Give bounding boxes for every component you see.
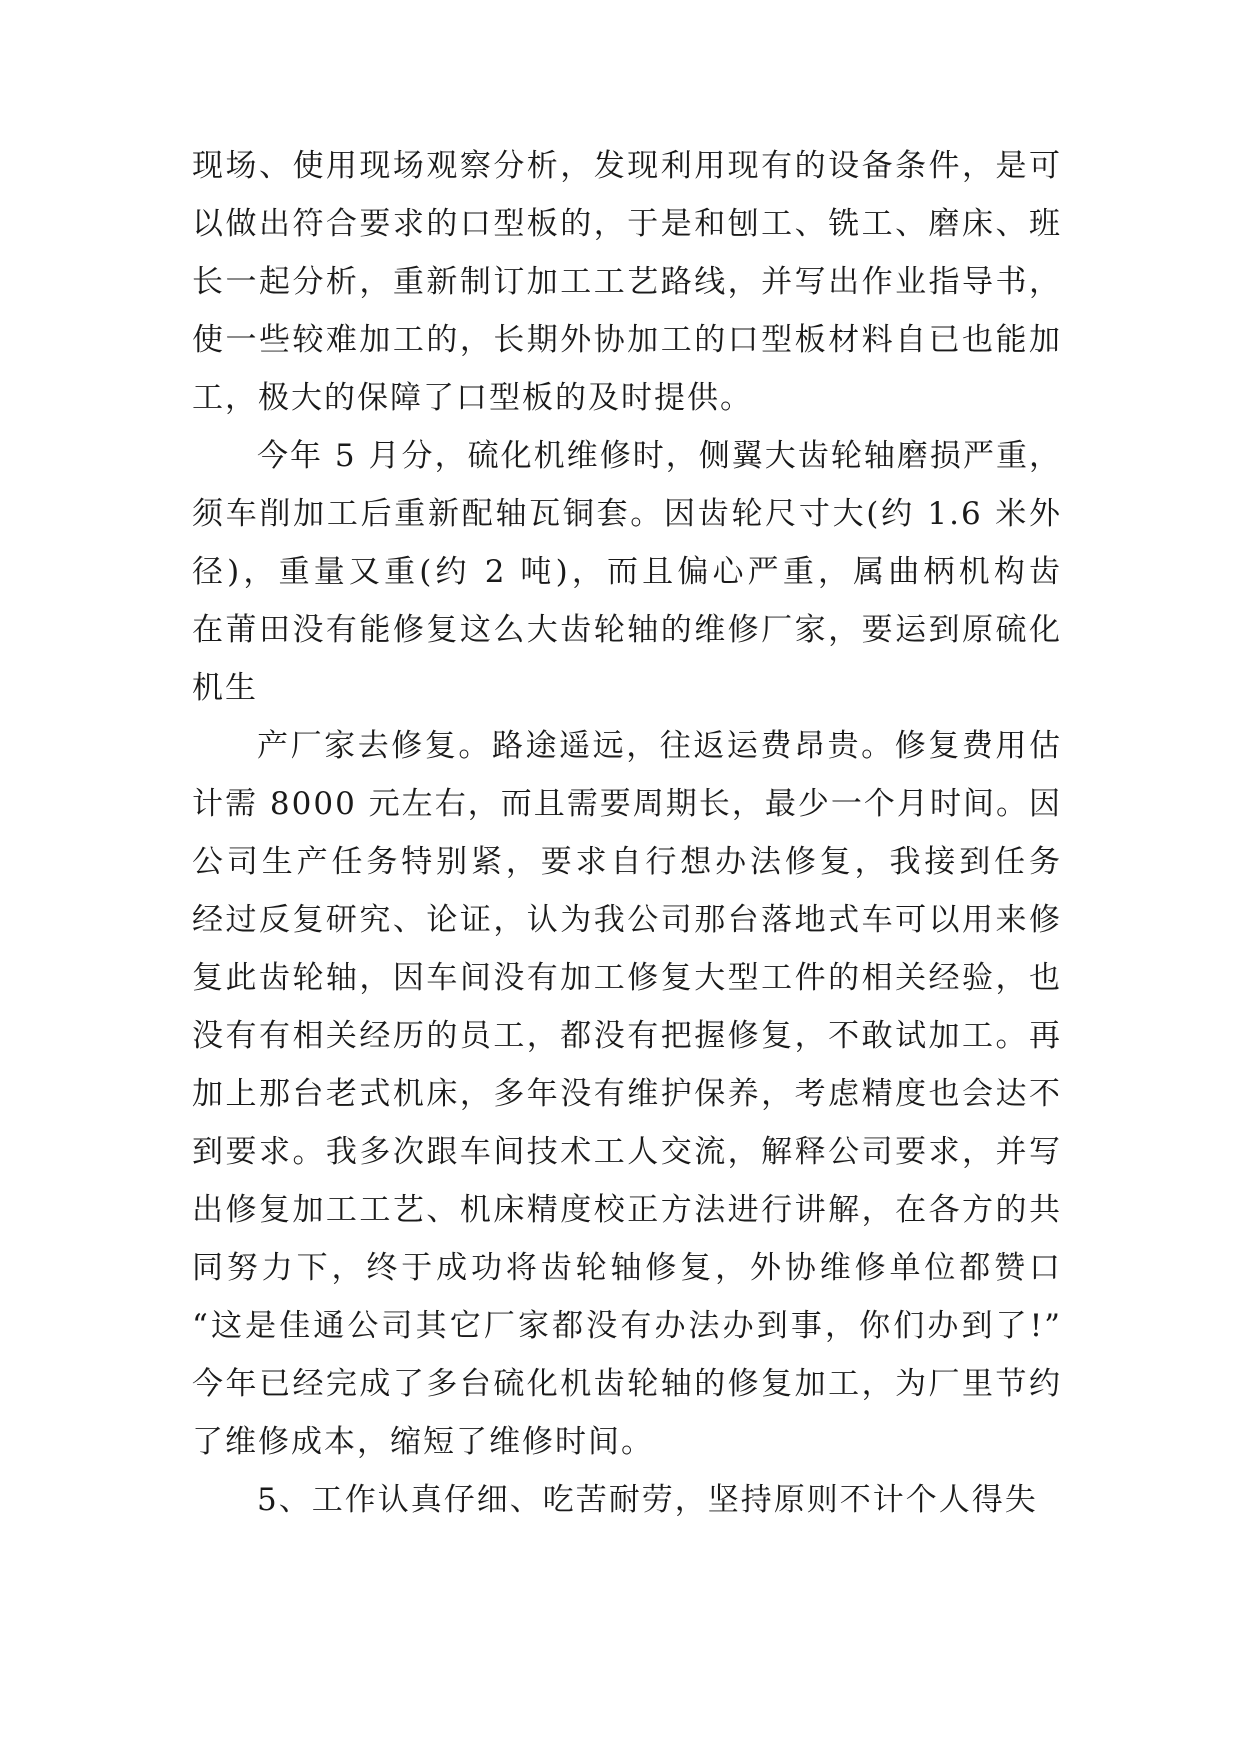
paragraph-line: 以做出符合要求的口型板的，于是和刨工、铣工、磨床、班 [192,206,1062,242]
paragraph-line: “这是佳通公司其它厂家都没有办法办到事，你们办到了!” [192,1308,1062,1344]
paragraph-line: 机生 [192,670,258,706]
paragraph-line: 同努力下，终于成功将齿轮轴修复，外协维修单位都赞口 [192,1250,1062,1286]
paragraph-line: 须车削加工后重新配轴瓦铜套。因齿轮尺寸大(约 1.6 米外 [192,496,1062,532]
paragraph-line: 了维修成本，缩短了维修时间。 [192,1424,654,1460]
paragraph-line: 径)，重量又重(约 2 吨)，而且偏心严重，属曲柄机构齿 [192,554,1062,590]
paragraph-line: 没有有相关经历的员工，都没有把握修复，不敢试加工。再 [192,1018,1062,1054]
paragraph-line: 公司生产任务特别紧，要求自行想办法修复，我接到任务 [192,844,1062,880]
paragraph-line: 今年已经完成了多台硫化机齿轮轴的修复加工，为厂里节约 [192,1366,1062,1402]
paragraph-line: 经过反复研究、论证，认为我公司那台落地式车可以用来修 [192,902,1062,938]
paragraph-line: 复此齿轮轴，因车间没有加工修复大型工件的相关经验，也 [192,960,1062,996]
paragraph-line: 长一起分析，重新制订加工工艺路线，并写出作业指导书， [192,264,1062,300]
paragraph-line: 工，极大的保障了口型板的及时提供。 [192,380,753,416]
paragraph-line: 计需 8000 元左右，而且需要周期长，最少一个月时间。因 [192,786,1062,822]
section-heading: 5、工作认真仔细、吃苦耐劳，坚持原则不计个人得失 [257,1482,1038,1518]
paragraph-line: 出修复加工工艺、机床精度校正方法进行讲解，在各方的共 [192,1192,1062,1228]
paragraph-line: 产厂家去修复。路途遥远，往返运费昂贵。修复费用估 [257,728,1062,764]
paragraph-line: 加上那台老式机床，多年没有维护保养，考虑精度也会达不 [192,1076,1062,1112]
paragraph-line: 在莆田没有能修复这么大齿轮轴的维修厂家，要运到原硫化 [192,612,1062,648]
paragraph-line: 今年 5 月分，硫化机维修时，侧翼大齿轮轴磨损严重， [257,438,1062,474]
paragraph-line: 到要求。我多次跟车间技术工人交流，解释公司要求，并写 [192,1134,1062,1170]
paragraph-line: 使一些较难加工的，长期外协加工的口型板材料自已也能加 [192,322,1062,358]
paragraph-line: 现场、使用现场观察分析，发现利用现有的设备条件，是可 [192,148,1062,184]
